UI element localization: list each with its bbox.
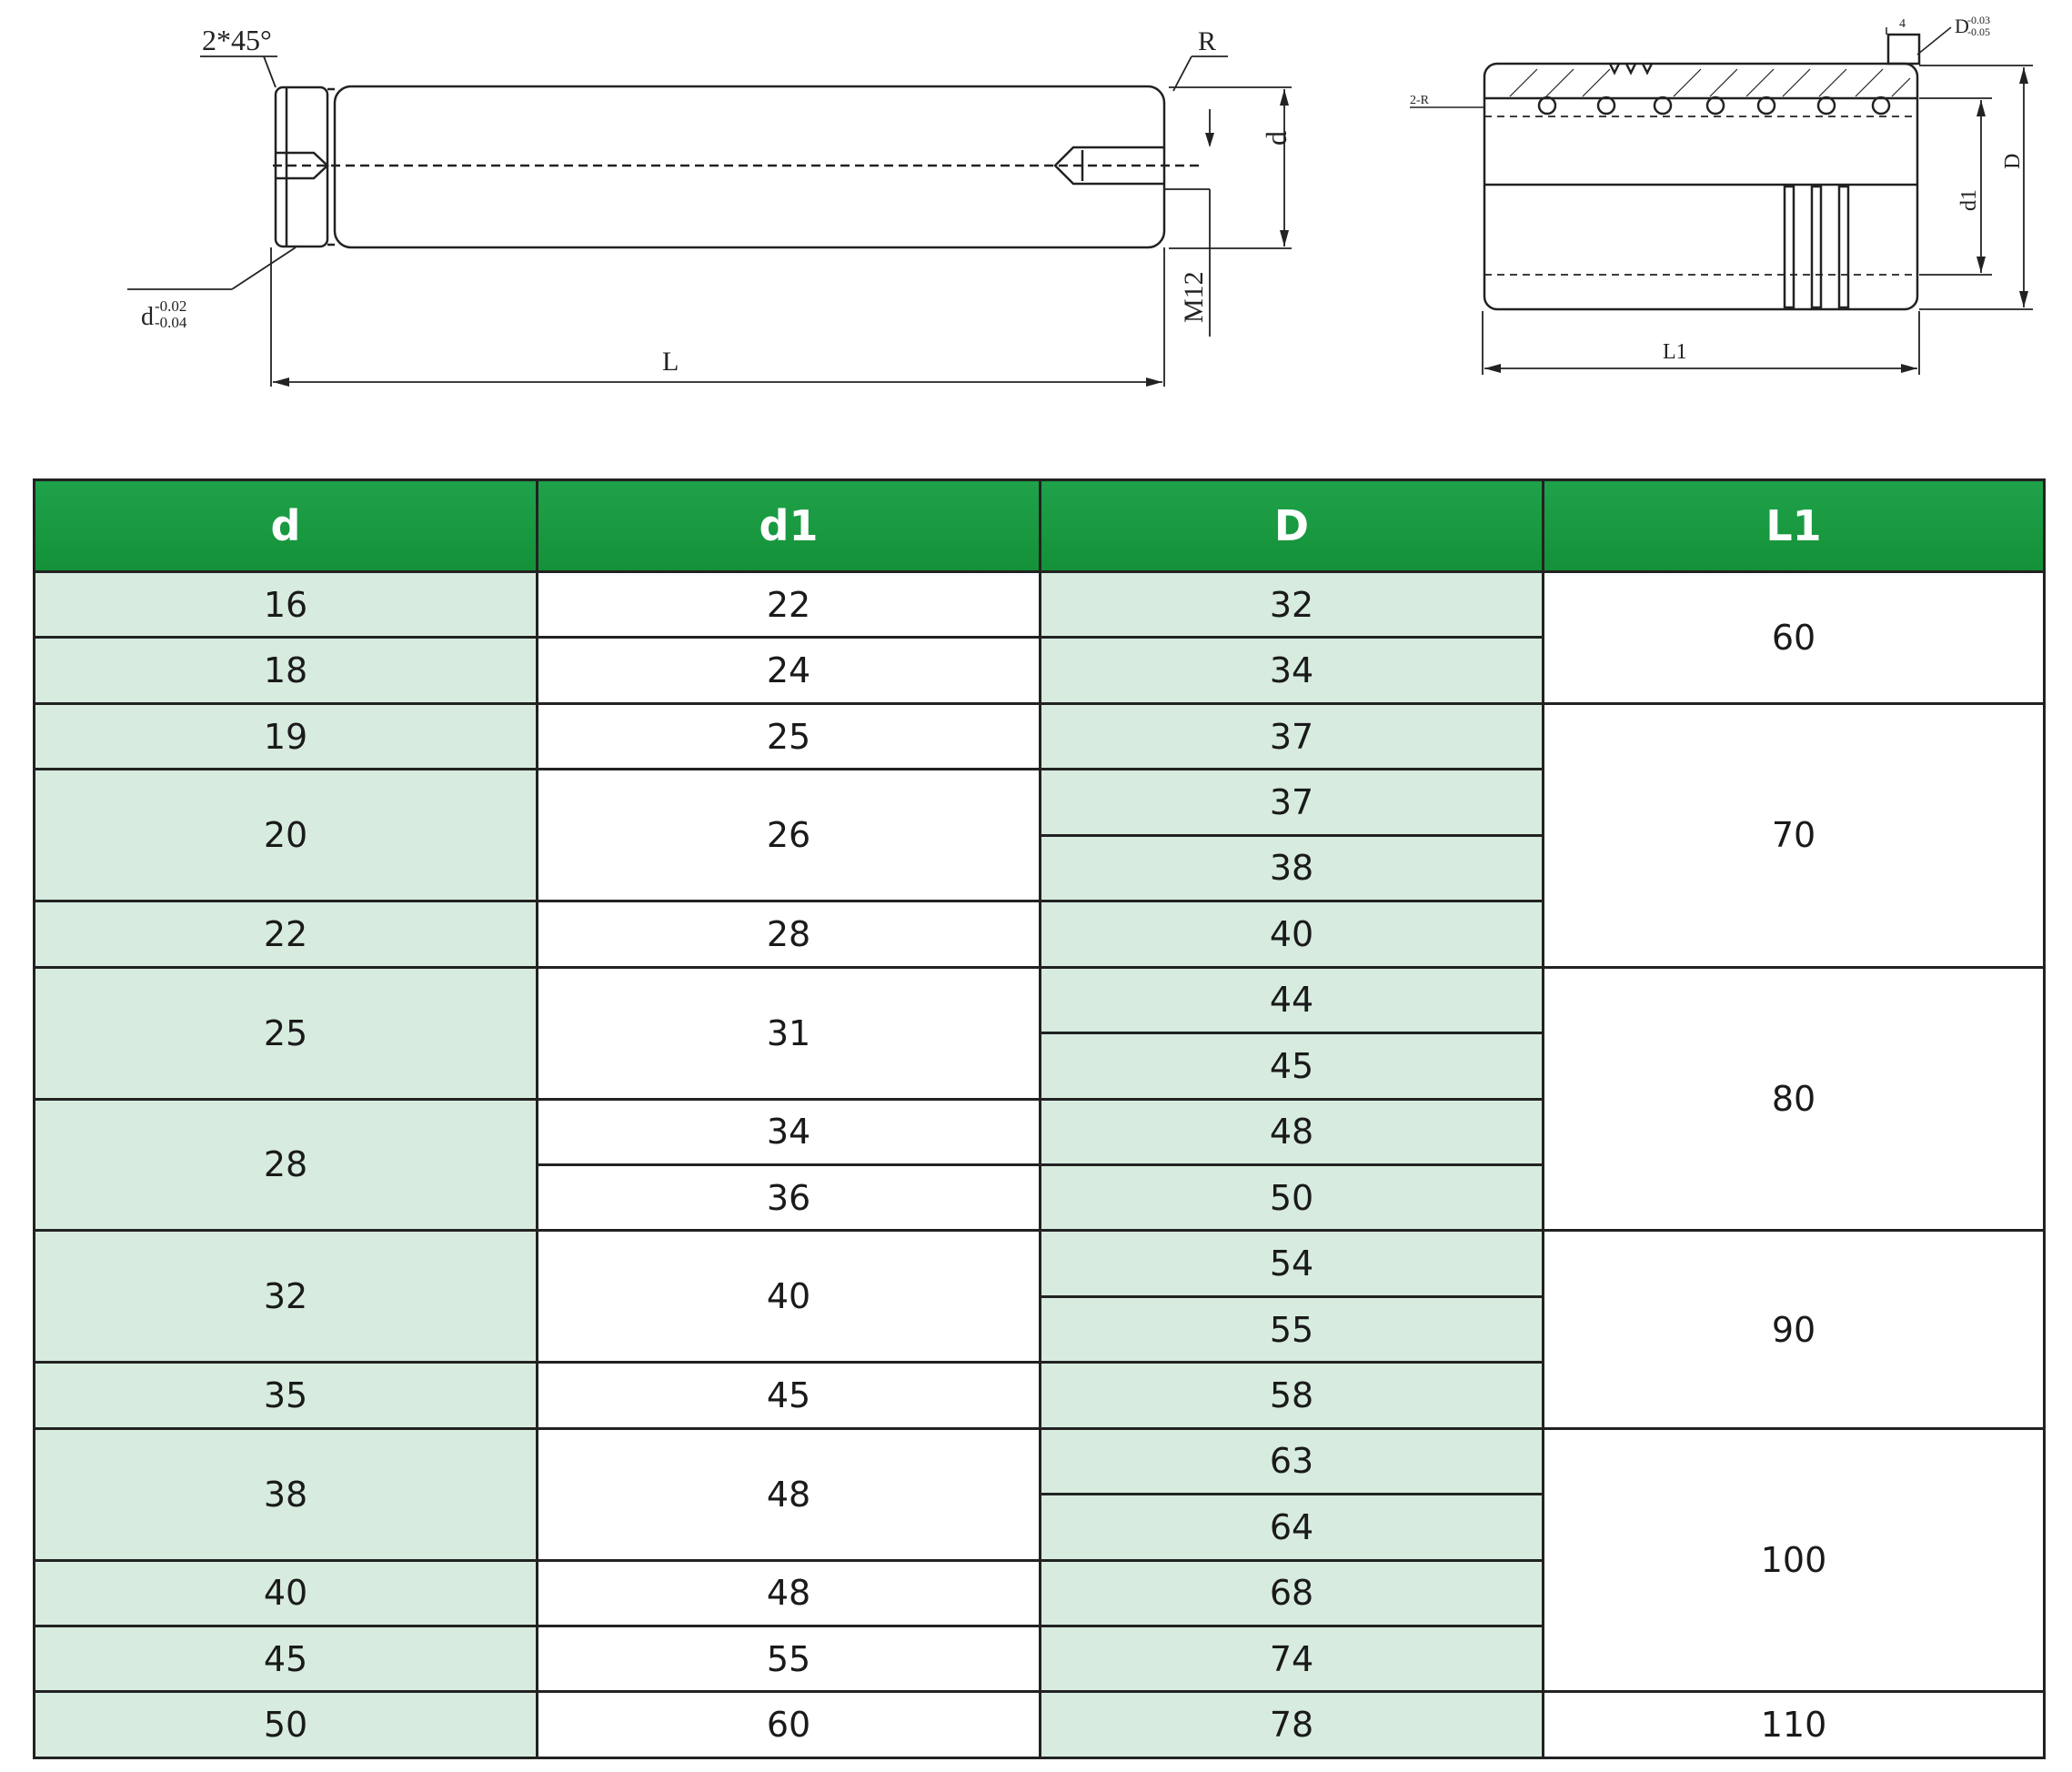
cell-d1: 22 — [538, 572, 1041, 638]
cell-D: 37 — [1041, 703, 1544, 769]
cell-d: 25 — [35, 967, 538, 1099]
cell-D: 32 — [1041, 572, 1544, 638]
cell-D: 55 — [1041, 1296, 1544, 1362]
cell-d1: 48 — [538, 1560, 1041, 1626]
tolerance-lower: -0.04 — [155, 314, 187, 331]
cell-D: 54 — [1041, 1231, 1544, 1296]
cell-D: 50 — [1041, 1164, 1544, 1230]
groove-width-label: 4 — [1899, 17, 1906, 31]
cell-d: 16 — [35, 572, 538, 638]
spec-table — [33, 478, 2046, 1759]
cell-L1: 100 — [1544, 1428, 2045, 1692]
header-row — [35, 480, 2045, 572]
header-L1: L1 — [1544, 480, 2045, 572]
header-d1: d1 — [538, 480, 1041, 572]
tolerance-base: d — [141, 303, 154, 331]
thread-label: M12 — [1179, 271, 1209, 323]
cell-d1: 36 — [538, 1164, 1041, 1230]
technical-drawings — [0, 0, 2072, 473]
pin-labels — [141, 24, 1292, 377]
outer-tol-lower: -0.05 — [1967, 25, 1990, 38]
table-row — [35, 1428, 2045, 1494]
guide-bush-drawing — [1410, 27, 2033, 375]
table-row — [35, 703, 2045, 769]
bush-radius-label: 2-R — [1410, 94, 1429, 107]
cell-D: 40 — [1041, 901, 1544, 967]
outer-tol-base: D — [1955, 15, 1969, 37]
cell-d: 22 — [35, 901, 538, 967]
cell-d1: 24 — [538, 638, 1041, 703]
cell-L1: 80 — [1544, 967, 2045, 1231]
cell-d1: 55 — [538, 1626, 1041, 1692]
cell-d: 50 — [35, 1692, 538, 1758]
cell-D: 37 — [1041, 770, 1544, 835]
header-D: D — [1041, 480, 1544, 572]
table-row — [35, 572, 2045, 638]
cell-D: 68 — [1041, 1560, 1544, 1626]
cell-d1: 45 — [538, 1363, 1041, 1428]
outer-tol-upper: -0.03 — [1967, 14, 1990, 26]
cell-D: 48 — [1041, 1099, 1544, 1164]
outer-diameter-label: D — [2001, 153, 2025, 169]
cell-D: 63 — [1041, 1428, 1544, 1494]
cell-d: 35 — [35, 1363, 538, 1428]
cell-D: 64 — [1041, 1495, 1544, 1560]
cell-L1: 60 — [1544, 572, 2045, 704]
cell-D: 78 — [1041, 1692, 1544, 1758]
cell-d1: 28 — [538, 901, 1041, 967]
diameter-label: d — [1260, 131, 1292, 146]
cell-d: 40 — [35, 1560, 538, 1626]
table-row — [35, 1231, 2045, 1296]
cell-d: 32 — [35, 1231, 538, 1363]
inner-diameter-label: d1 — [1957, 189, 1981, 211]
cell-d: 28 — [35, 1099, 538, 1231]
cell-d: 19 — [35, 703, 538, 769]
cell-d: 18 — [35, 638, 538, 703]
guide-pin-drawing — [127, 56, 1292, 387]
cell-d: 38 — [35, 1428, 538, 1560]
cell-d1: 34 — [538, 1099, 1041, 1164]
cell-d1: 31 — [538, 967, 1041, 1099]
cell-d1: 26 — [538, 770, 1041, 901]
cell-D: 34 — [1041, 638, 1544, 703]
bush-length-label: L1 — [1663, 340, 1687, 364]
length-label: L — [662, 347, 679, 377]
cell-d1: 40 — [538, 1231, 1041, 1363]
chamfer-label: 2*45° — [202, 24, 272, 56]
cell-d1: 48 — [538, 1428, 1041, 1560]
cell-L1: 110 — [1544, 1692, 2045, 1758]
cell-D: 45 — [1041, 1033, 1544, 1099]
cell-d: 20 — [35, 770, 538, 901]
cell-d: 45 — [35, 1626, 538, 1692]
table-row — [35, 1692, 2045, 1758]
cell-D: 58 — [1041, 1363, 1544, 1428]
tolerance-upper: -0.02 — [155, 297, 187, 315]
cell-D: 44 — [1041, 967, 1544, 1032]
table-row — [35, 967, 2045, 1032]
cell-d1: 25 — [538, 703, 1041, 769]
cell-d1: 60 — [538, 1692, 1041, 1758]
cell-D: 38 — [1041, 835, 1544, 901]
cell-L1: 70 — [1544, 703, 2045, 967]
cell-L1: 90 — [1544, 1231, 2045, 1428]
radius-label: R — [1198, 26, 1217, 56]
header-d: d — [35, 480, 538, 572]
cell-D: 74 — [1041, 1626, 1544, 1692]
